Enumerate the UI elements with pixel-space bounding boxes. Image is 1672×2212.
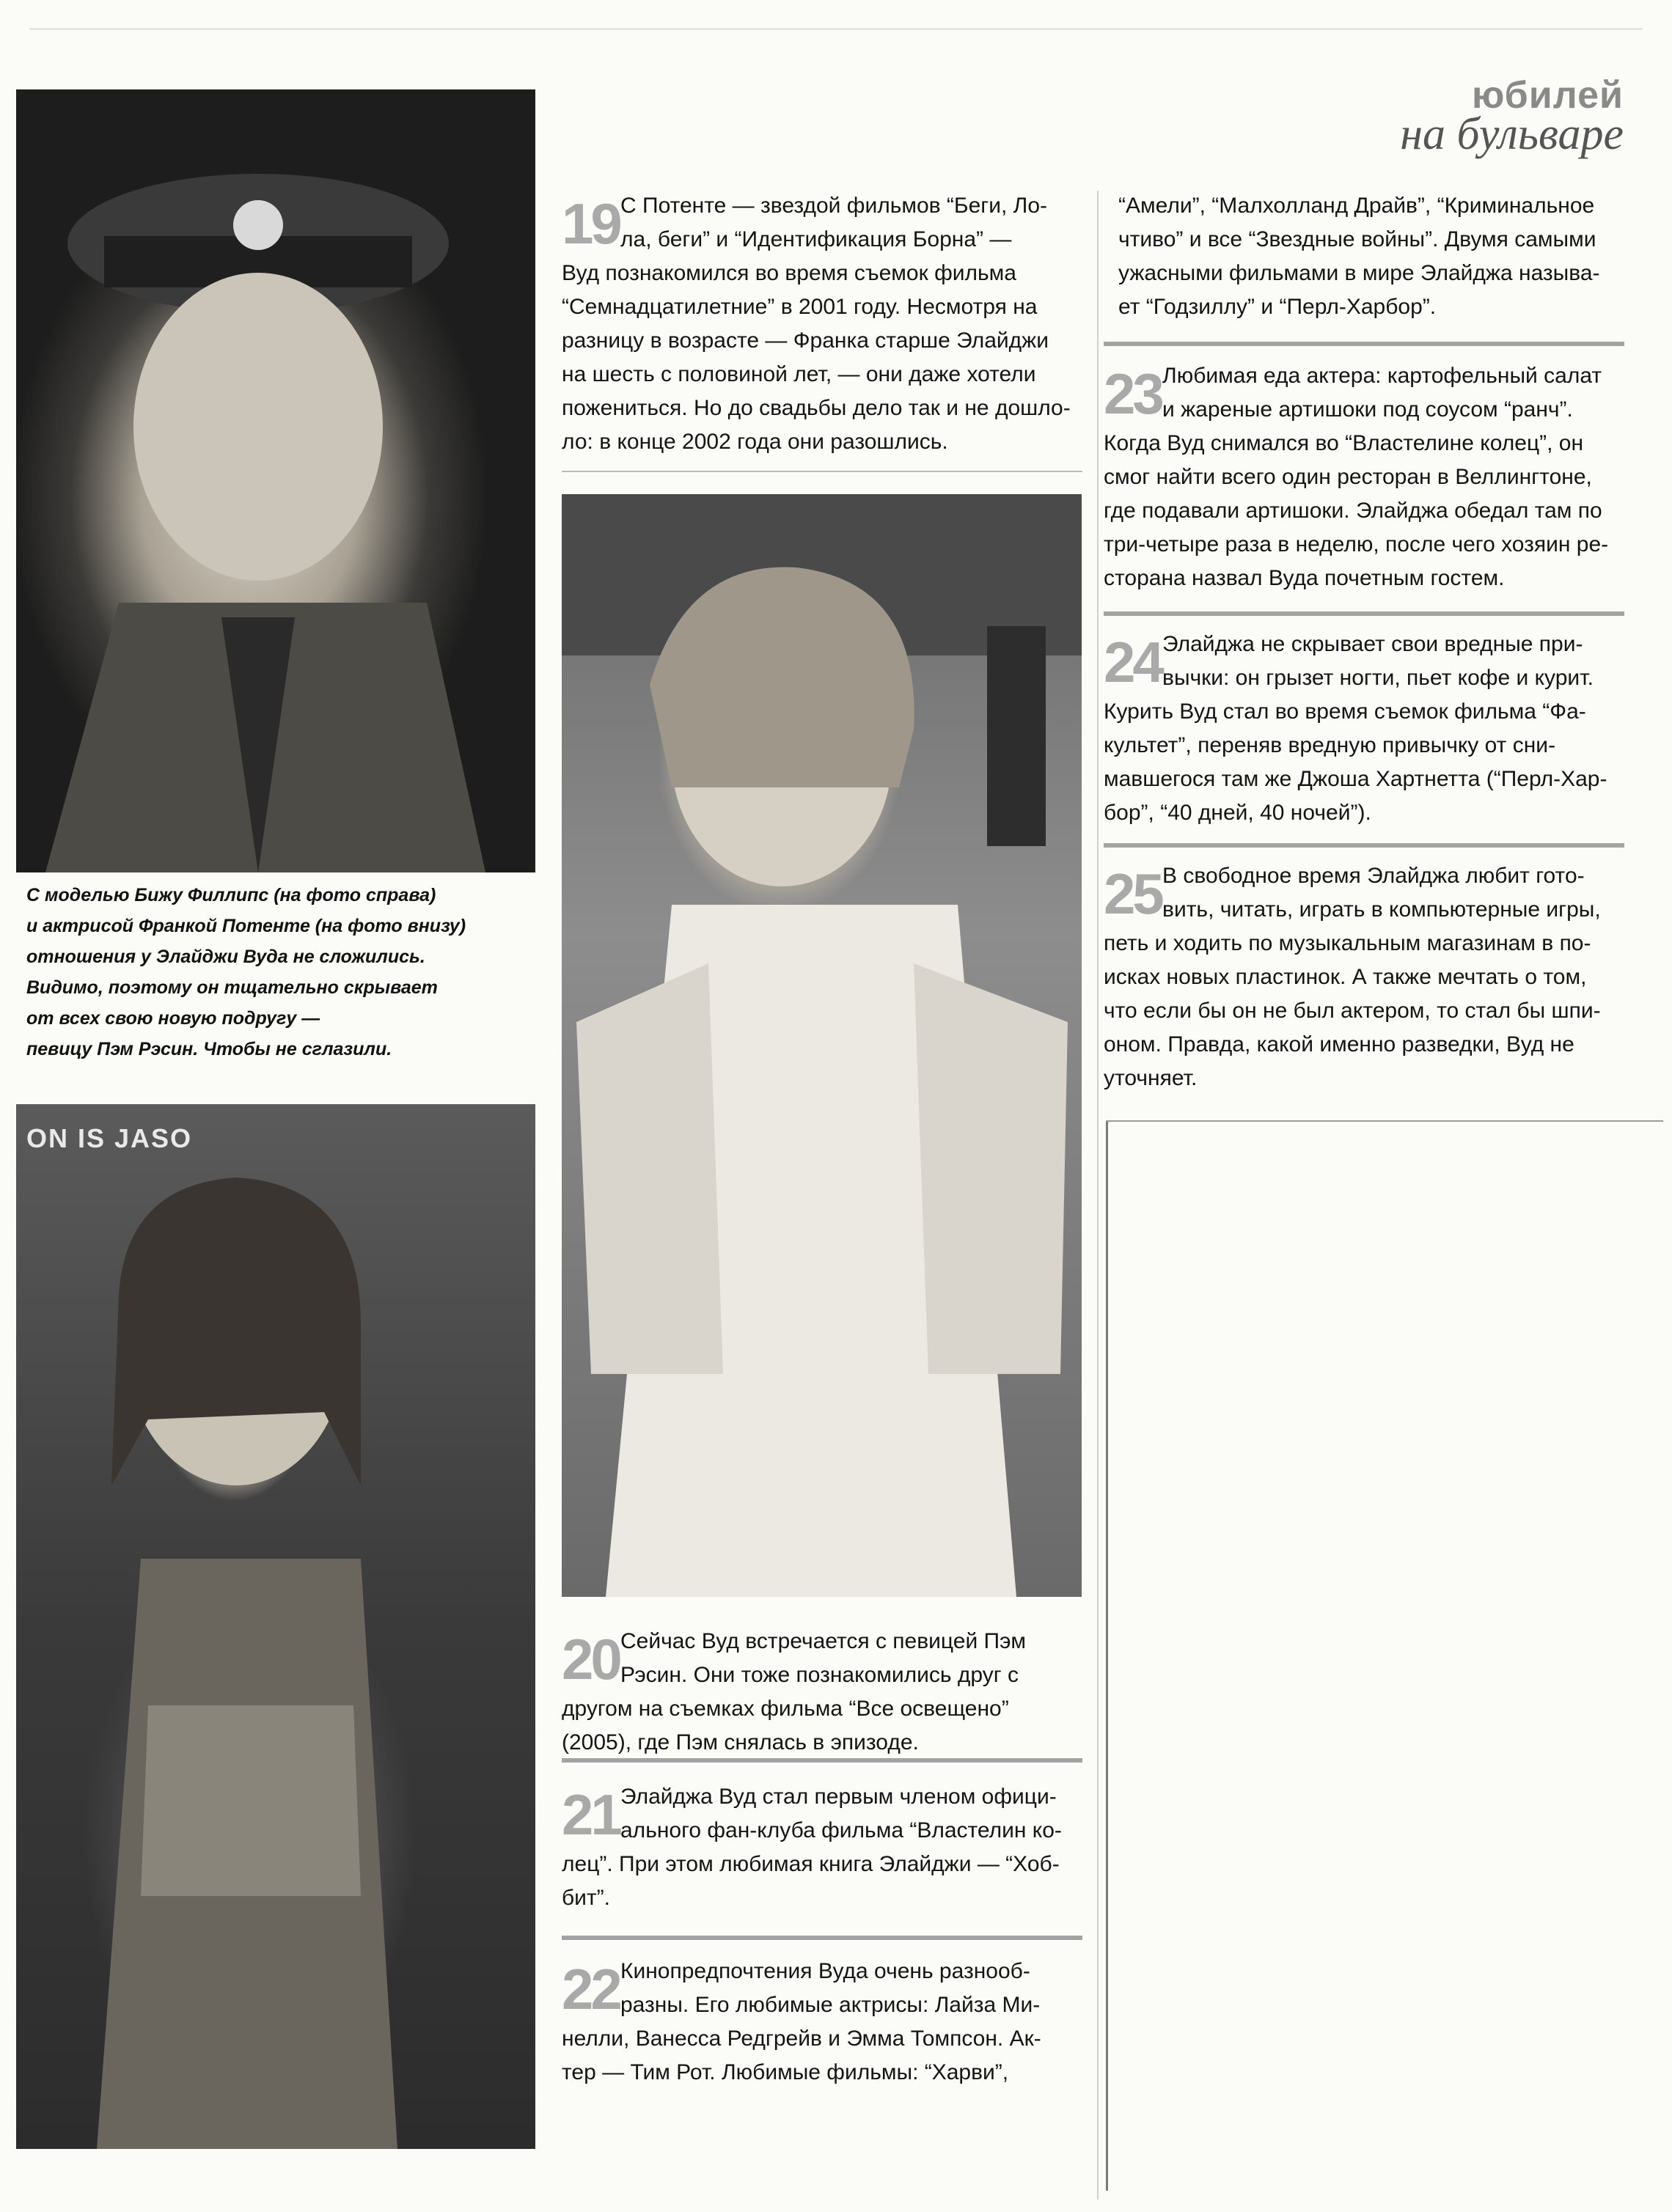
- separator-line: [562, 471, 1082, 472]
- fact-item-21: [562, 1780, 1082, 1915]
- fact-line: Элайджа Вуд стал первым членом офици-: [620, 1785, 1057, 1809]
- fact-line: лец”. При этом любимая книга Элайджи — “Хоб-: [562, 1852, 1060, 1876]
- fact-text: [1104, 359, 1632, 595]
- caption-line: и актрисой Франкой Потенте (на фото внизу): [26, 916, 466, 936]
- fact-line: культет”, переняв вредную привычку от сни-: [1104, 733, 1556, 757]
- portrait-illustration: [16, 89, 535, 872]
- fact-line: вить, читать, играть в компьютерные игры,: [1162, 897, 1601, 922]
- fact-item-25: [1104, 859, 1632, 1095]
- fact-item-22: [562, 1955, 1082, 2090]
- fact-line: другом на съемках фильма “Все освещено”: [562, 1697, 1009, 1721]
- fact-line: Вуд познакомился во время съемок фильма: [562, 261, 1016, 285]
- fact-number: 25: [1104, 861, 1162, 926]
- fact-line: где подавали артишоки. Элайджа обедал там по: [1104, 499, 1602, 523]
- fact-line: Любимая еда актера: картофельный салат: [1162, 364, 1602, 388]
- fact-line: бит”.: [562, 1886, 611, 1910]
- photo-franka-potente: [16, 1104, 535, 2149]
- fact-number: 19: [562, 191, 620, 256]
- caption-line: от всех свою новую подругу —: [26, 1008, 320, 1029]
- fact-line: разны. Его любимые актрисы: Лайза Ми-: [620, 1993, 1041, 2017]
- fact-line: С Потенте — звездой фильмов “Беги, Ло-: [620, 194, 1048, 218]
- fact-line: ло: в конце 2002 года они разошлись.: [562, 430, 948, 454]
- fact-line: пожениться. Но до свадьбы дело так и не дошло-: [562, 396, 1071, 420]
- fact-line: бор”, “40 дней, 40 ночей”).: [1104, 801, 1371, 825]
- fact-line: В свободное время Элайджа любит гото-: [1162, 864, 1585, 888]
- fact-number: 20: [562, 1627, 620, 1691]
- separator-line: [562, 1936, 1082, 1940]
- fact-line: мавшегося там же Джоша Хартнетта (“Перл-Хар-: [1104, 767, 1607, 791]
- fact-line: исках новых пластинок. А также мечтать о том,: [1104, 965, 1587, 989]
- scan-page-edge-top: [1106, 1120, 1663, 1122]
- fact-line: Когда Вуд снимался во “Властелине колец”, он: [1104, 431, 1584, 455]
- fact-number: 23: [1104, 361, 1162, 426]
- fact-line: ла, беги” и “Идентификация Борна” —: [620, 227, 1012, 251]
- fact-number: 22: [562, 1957, 620, 2021]
- fact-line: чтиво” и все “Звездные войны”. Двумя самыми: [1118, 227, 1596, 251]
- fact-item-20: [562, 1625, 1082, 1760]
- caption-line: певицу Пэм Рэсин. Чтобы не сглазили.: [26, 1039, 392, 1059]
- fact-line: и жареные артишоки под соусом “ранч”.: [1162, 397, 1573, 422]
- photo-middle-illustration: [562, 494, 1082, 1597]
- section-header-title: юбилей: [1471, 74, 1624, 117]
- fact-number: 21: [562, 1782, 620, 1847]
- section-header: [1400, 75, 1624, 157]
- fact-text: [562, 1625, 1082, 1760]
- fact-line: Курить Вуд стал во время съемок фильма “Фа-: [1104, 699, 1586, 724]
- page-top-edge: [29, 28, 1643, 30]
- photo-pam-racine: [562, 494, 1082, 1597]
- fact-line: Сейчас Вуд встречается с певицей Пэм: [620, 1629, 1027, 1653]
- fact-line: разницу в возрасте — Франка старше Элайджи: [562, 328, 1049, 353]
- fact-line: “Амели”, “Малхолланд Драйв”, “Криминальное: [1118, 194, 1595, 218]
- fact-text: [562, 1955, 1082, 2090]
- fact-line: на шесть с половиной лет, — они даже хотели: [562, 362, 1036, 386]
- fact-item-19: [562, 189, 1082, 459]
- separator-line: [1104, 843, 1624, 848]
- caption-line: Видимо, поэтому он тщательно скрывает: [26, 977, 438, 998]
- scan-page-edge: [1106, 1120, 1108, 2191]
- fact-line: ального фан-клуба фильма “Властелин ко-: [620, 1818, 1062, 1842]
- fact-text: [1118, 189, 1632, 324]
- background-sign-text: ON IS JASO: [26, 1123, 193, 1153]
- fact-line: сторана назвал Вуда почетным гостем.: [1104, 566, 1505, 590]
- fact-line: нелли, Ванесса Редгрейв и Эмма Томпсон. Ак-: [562, 2027, 1041, 2051]
- caption-line: отношения у Элайджи Вуда не сложились.: [26, 947, 425, 967]
- fact-number: 24: [1104, 630, 1162, 694]
- separator-line: [1104, 611, 1624, 616]
- fact-line: что если бы он не был актером, то стал бы шпи-: [1104, 999, 1601, 1023]
- fact-line: (2005), где Пэм снялась в эпизоде.: [562, 1730, 919, 1754]
- fact-line: уточняет.: [1104, 1066, 1198, 1090]
- fact-item-24: [1104, 628, 1632, 830]
- fact-line: оном. Правда, какой именно разведки, Вуд не: [1104, 1032, 1574, 1057]
- fact-line: Кинопредпочтения Вуда очень разнооб-: [620, 1959, 1030, 1983]
- fact-text: [562, 189, 1082, 459]
- fact-line: ужасными фильмами в мире Элайджа называ-: [1118, 261, 1600, 285]
- fact-line: петь и ходить по музыкальным магазинам в по-: [1104, 931, 1591, 955]
- fact-item-23: [1104, 359, 1632, 595]
- column-rule: [1097, 191, 1099, 2200]
- fact-text: [562, 1780, 1082, 1915]
- section-header-subtitle: на бульваре: [1400, 109, 1624, 159]
- photo-actor-portrait: [16, 89, 535, 872]
- fact-line: вычки: он грызет ногти, пьет кофе и курит.: [1162, 666, 1594, 690]
- fact-line: ет “Годзиллу” и “Перл-Харбор”.: [1118, 295, 1437, 319]
- fact-line: смог найти всего один ресторан в Веллингтоне,: [1104, 465, 1592, 489]
- photo-caption: [26, 880, 540, 1065]
- fact-line: Рэсин. Они тоже познакомились друг с: [620, 1663, 1019, 1687]
- caption-line: С моделью Бижу Филлипс (на фото справа): [26, 885, 436, 905]
- separator-line: [562, 1758, 1082, 1763]
- fact-line: тер — Тим Рот. Любимые фильмы: “Харви”,: [562, 2060, 1009, 2084]
- fact-text: [1104, 628, 1632, 830]
- photo-bottom-illustration: [16, 1104, 535, 2149]
- fact-line: “Семнадцатилетние” в 2001 году. Несмотря на: [562, 295, 1038, 319]
- fact-item-22-continued: [1118, 189, 1632, 324]
- fact-line: Элайджа не скрывает свои вредные при-: [1162, 632, 1583, 656]
- fact-line: три-четыре раза в неделю, после чего хозяин ре-: [1104, 532, 1609, 556]
- separator-line: [1104, 342, 1624, 346]
- fact-text: [1104, 859, 1632, 1095]
